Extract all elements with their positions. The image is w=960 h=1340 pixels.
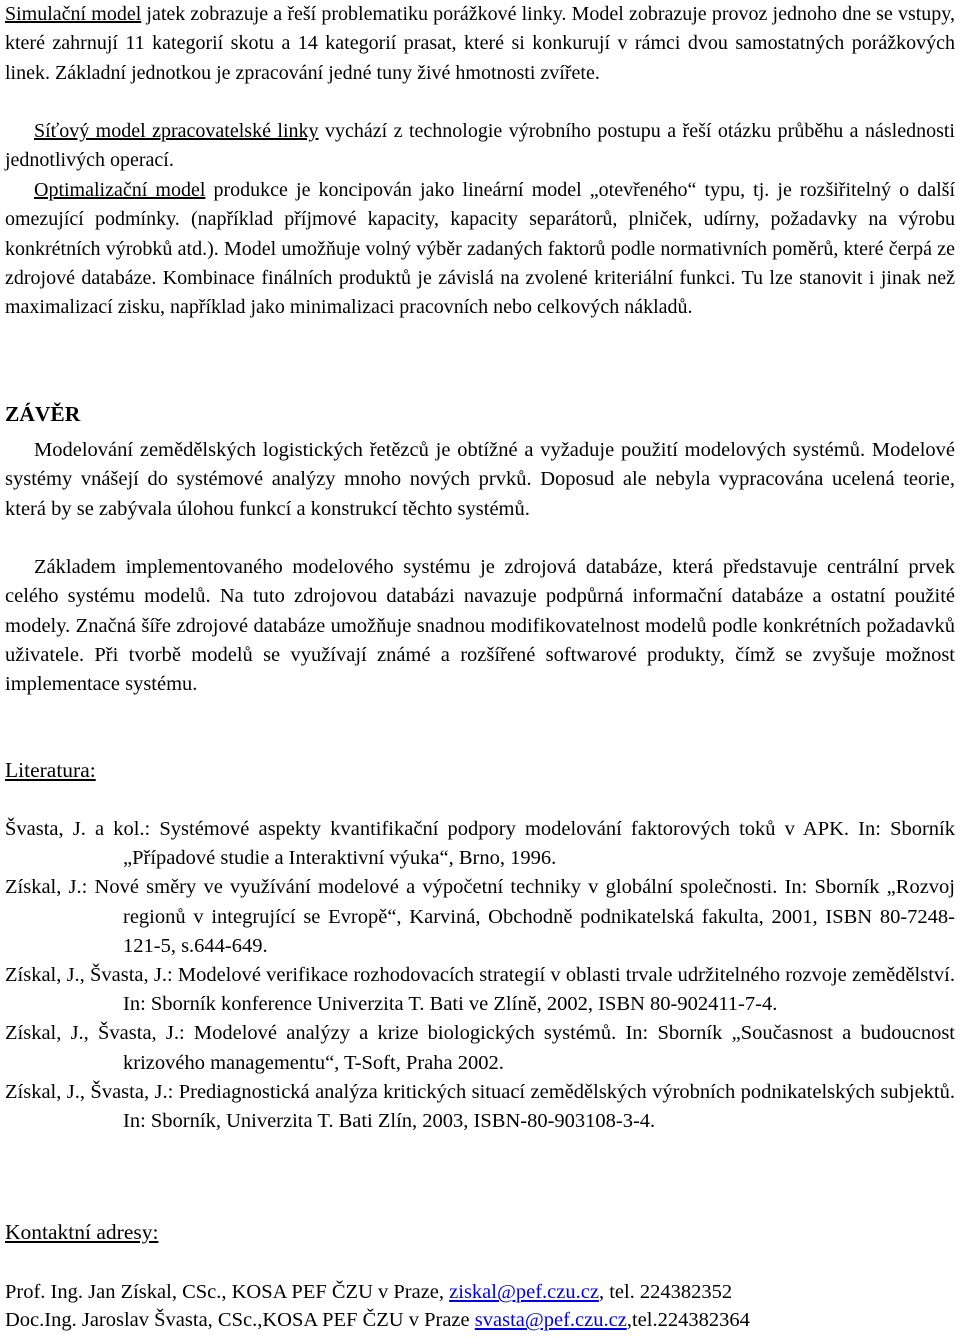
contact-phone: ,tel.224382364: [626, 1309, 750, 1331]
email-link[interactable]: ziskal@pef.czu.cz: [449, 1281, 599, 1303]
simulation-model-link: Simulační model: [5, 3, 142, 25]
intro-paragraph-simulation: [5, 0, 955, 88]
contact-line: [5, 1278, 750, 1306]
intro-paragraph-network: [5, 117, 955, 176]
conclusion-paragraph-2: Základem implementovaného modelového systému je zdrojová databáze, která představuje centrální prvek celého systému modelů. Na tuto zdrojovou databázi navazuje podpůrná informační databáze a ostatní použité modely. Značná šíře zdrojové databáze umožňuje snadnou modifikovatelnost modelů podle konkrétních požadavků uživatele. Při tvorbě modelů se využívají známé a rozšířené softwarové produkty, čímž se zvyšuje možnost implementace systému.: [5, 556, 955, 696]
conclusion-paragraph-1: Modelování zemědělských logistických řetězců je obtížné a vyžaduje použití modelových systémů. Modelové systémy vnášejí do systémové analýzy mnoho nových prvků. Doposud ale nebyla vypracována ucelená teorie, která by se zabývala úlohou funkcí a konstrukcí těchto systémů.: [5, 439, 955, 520]
contact-name: Prof. Ing. Jan Získal, CSc., KOSA PEF ČZU v Praze,: [5, 1281, 450, 1303]
intro-paragraph-optimization: [5, 176, 955, 322]
email-link[interactable]: svasta@pef.czu.cz: [474, 1309, 627, 1331]
network-model-link: Síťový model zpracovatelské linky: [34, 120, 319, 142]
contact-line: [5, 1306, 750, 1334]
optimization-model-link: Optimalizační model: [34, 179, 206, 201]
reference-item: Získal, J., Švasta, J.: Prediagnostická analýza kritických situací zemědělských výrobních podnikatelských subjektů. In: Sborník, Univerzita T. Bati Zlín, 2003, ISBN-80-903108-3-4.: [5, 1080, 955, 1133]
references-list: [5, 815, 955, 1136]
contact-name: Doc.Ing. Jaroslav Švasta, CSc.,KOSA PEF ČZU v Praze: [5, 1309, 475, 1331]
intro-paragraph-network-text: vychází z technologie výrobního postupu a řeší otázku průběhu a následnosti jednotlivých operací.: [5, 120, 955, 172]
references-heading: Literatura:: [5, 758, 96, 782]
contact-phone: , tel. 224382352: [598, 1281, 733, 1303]
reference-item: Švasta, J. a kol.: Systémové aspekty kvantifikační podpory modelování faktorových toků v APK. In: Sborník „Případové studie a Interaktivní výuka“, Brno, 1996.: [5, 818, 955, 870]
reference-item: Získal, J., Švasta, J.: Modelové analýzy a krize biologických systémů. In: Sborník „Současnost a budoucnost krizového managementu“, T-Soft, Praha 2002.: [5, 1022, 955, 1074]
reference-item: Získal, J., Švasta, J.: Modelové verifikace rozhodovacích strategií v oblasti trvale udržitelného rozvoje zemědělství. In: Sborník konference Univerzita T. Bati ve Zlíně, 2002, ISBN 80-902411-7-4.: [5, 964, 955, 1016]
intro-paragraph-simulation-text: jatek zobrazuje a řeší problematiku porážkové linky. Model zobrazuje provoz jednoho dne se vstupy, které zahrnují 11 kategorií skotu a 14 kategorií prasat, které si konkurují v rámci dvou samostatných porážkových linek. Základní jednotkou je zpracování jedné tuny živé hmotnosti zvířete.: [5, 3, 955, 84]
contacts-heading: Kontaktní adresy:: [5, 1220, 159, 1244]
conclusion-heading: ZÁVĚR: [5, 402, 81, 426]
contacts-list: [5, 1278, 750, 1334]
reference-item: Získal, J.: Nové směry ve využívání modelové a výpočetní techniky v globální společnosti. In: Sborník „Rozvoj regionů v integrující se Evropě“, Karviná, Obchodně podnikatelská fakulta, 2001, ISBN 80-7248-121-5, s.644-649.: [5, 876, 955, 957]
intro-paragraph-optimization-text: produkce je koncipován jako lineární model „otevřeného“ typu, tj. je rozšiřitelný o další omezující podmínky. (například příjmové kapacity, kapacity separátorů, plniček, udírny, požadavky na výrobu konkrétních výrobků atd.). Model umožňuje volný výběr zadaných faktorů podle normativních poměrů, které čerpá ze zdrojové databáze. Kombinace finálních produktů je závislá na zvolené kriteriální funkci. Tu lze stanovit i jinak než maximalizací zisku, například jako minimalizaci pracovních nebo celkových nákladů.: [5, 179, 955, 319]
